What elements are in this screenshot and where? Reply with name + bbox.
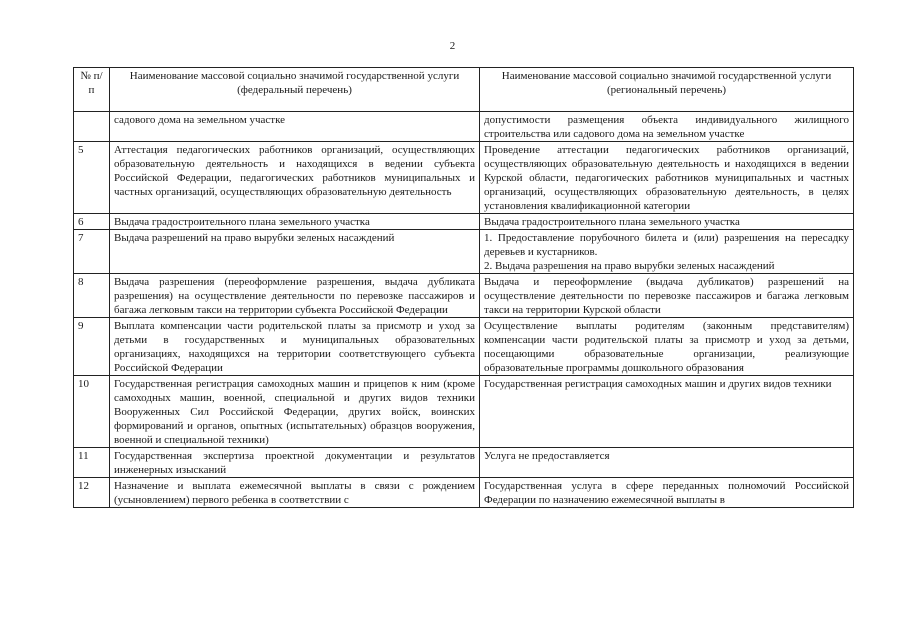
regional-service: Осуществление выплаты родителям (законным представителям) компенсации части родительской платы за присмотр и уход за детьми, посещающими образовательные организации, реализующие образовательные программы дошкольного образования (480, 318, 854, 376)
row-number: 11 (74, 448, 110, 478)
federal-service: Государственная экспертиза проектной документации и результатов инженерных изысканий (110, 448, 480, 478)
header-regional-list: Наименование массовой социально значимой государственной услуги (региональный перечень) (480, 68, 854, 112)
table-row (74, 214, 854, 230)
regional-service: Государственная регистрация самоходных машин и других видов техники (480, 376, 854, 448)
federal-service: Выдача разрешений на право вырубки зеленых насаждений (110, 230, 480, 274)
federal-service: Выдача разрешения (переоформление разрешения, выдача дубликата разрешения) на осуществление деятельности по перевозке пассажиров и багажа легковым такси на территории субъекта Российской Федерации (110, 274, 480, 318)
row-number: 9 (74, 318, 110, 376)
table-row (74, 142, 854, 214)
table-row (74, 230, 854, 274)
federal-service: Выдача градостроительного плана земельного участка (110, 214, 480, 230)
regional-service-list (480, 230, 854, 274)
federal-service: Выплата компенсации части родительской платы за присмотр и уход за детьми в государственных и муниципальных образовательных организациях, находящихся на территории соответствующего субъекта Российской Федерации (110, 318, 480, 376)
table-header-row (74, 68, 854, 112)
row-number: 5 (74, 142, 110, 214)
header-number: № п/п (74, 68, 110, 112)
header-federal-list: Наименование массовой социально значимой государственной услуги (федеральный перечень) (110, 68, 480, 112)
regional-service-item: 2. Выдача разрешения на право вырубки зеленых насаждений (484, 260, 775, 272)
table-row (74, 112, 854, 142)
federal-service: Государственная регистрация самоходных машин и прицепов к ним (кроме самоходных машин, военной, специальной и других видов техники Вооруженных Сил Российской Федерации, других войск, воинских формирований и органов, опытных (испытательных) образцов вооружения, военной и специальной техники) (110, 376, 480, 448)
regional-service-item: 1. Предоставление порубочного билета и (или) разрешения на пересадку деревьев и кустарников. (484, 232, 849, 258)
row-number: 12 (74, 478, 110, 508)
table-row (74, 478, 854, 508)
table-row (74, 318, 854, 376)
row-number: 8 (74, 274, 110, 318)
federal-service: садового дома на земельном участке (110, 112, 480, 142)
row-number: 6 (74, 214, 110, 230)
page-number: 2 (449, 40, 456, 52)
regional-service: Услуга не предоставляется (480, 448, 854, 478)
regional-service: Государственная услуга в сфере переданных полномочий Российской Федерации по назначению ежемесячной выплаты в (480, 478, 854, 508)
regional-service: Выдача и переоформление (выдача дубликатов) разрешений на осуществление деятельности по перевозке пассажиров и багажа легковым такси на территории Курской области (480, 274, 854, 318)
table-row (74, 274, 854, 318)
table-row (74, 376, 854, 448)
regional-service: Выдача градостроительного плана земельного участка (480, 214, 854, 230)
federal-service: Назначение и выплата ежемесячной выплаты в связи с рождением (усыновлением) первого ребенка в соответствии с (110, 478, 480, 508)
regional-service: Проведение аттестации педагогических работников организаций, осуществляющих образовательную деятельность и находящихся в ведении Курской области, педагогических работников муниципальных и частных организаций, осуществляющих образовательную деятельность, в целях установления квалификационной категории (480, 142, 854, 214)
table-row (74, 448, 854, 478)
federal-service: Аттестация педагогических работников организаций, осуществляющих образовательную деятельность и находящихся в ведении субъекта Российской Федерации, педагогических работников муниципальных и частных организаций, осуществляющих образовательную деятельность (110, 142, 480, 214)
regional-service: допустимости размещения объекта индивидуального жилищного строительства или садового дома на земельном участке (480, 112, 854, 142)
services-table (73, 67, 854, 508)
row-number: 10 (74, 376, 110, 448)
row-number: 7 (74, 230, 110, 274)
row-number (74, 112, 110, 142)
